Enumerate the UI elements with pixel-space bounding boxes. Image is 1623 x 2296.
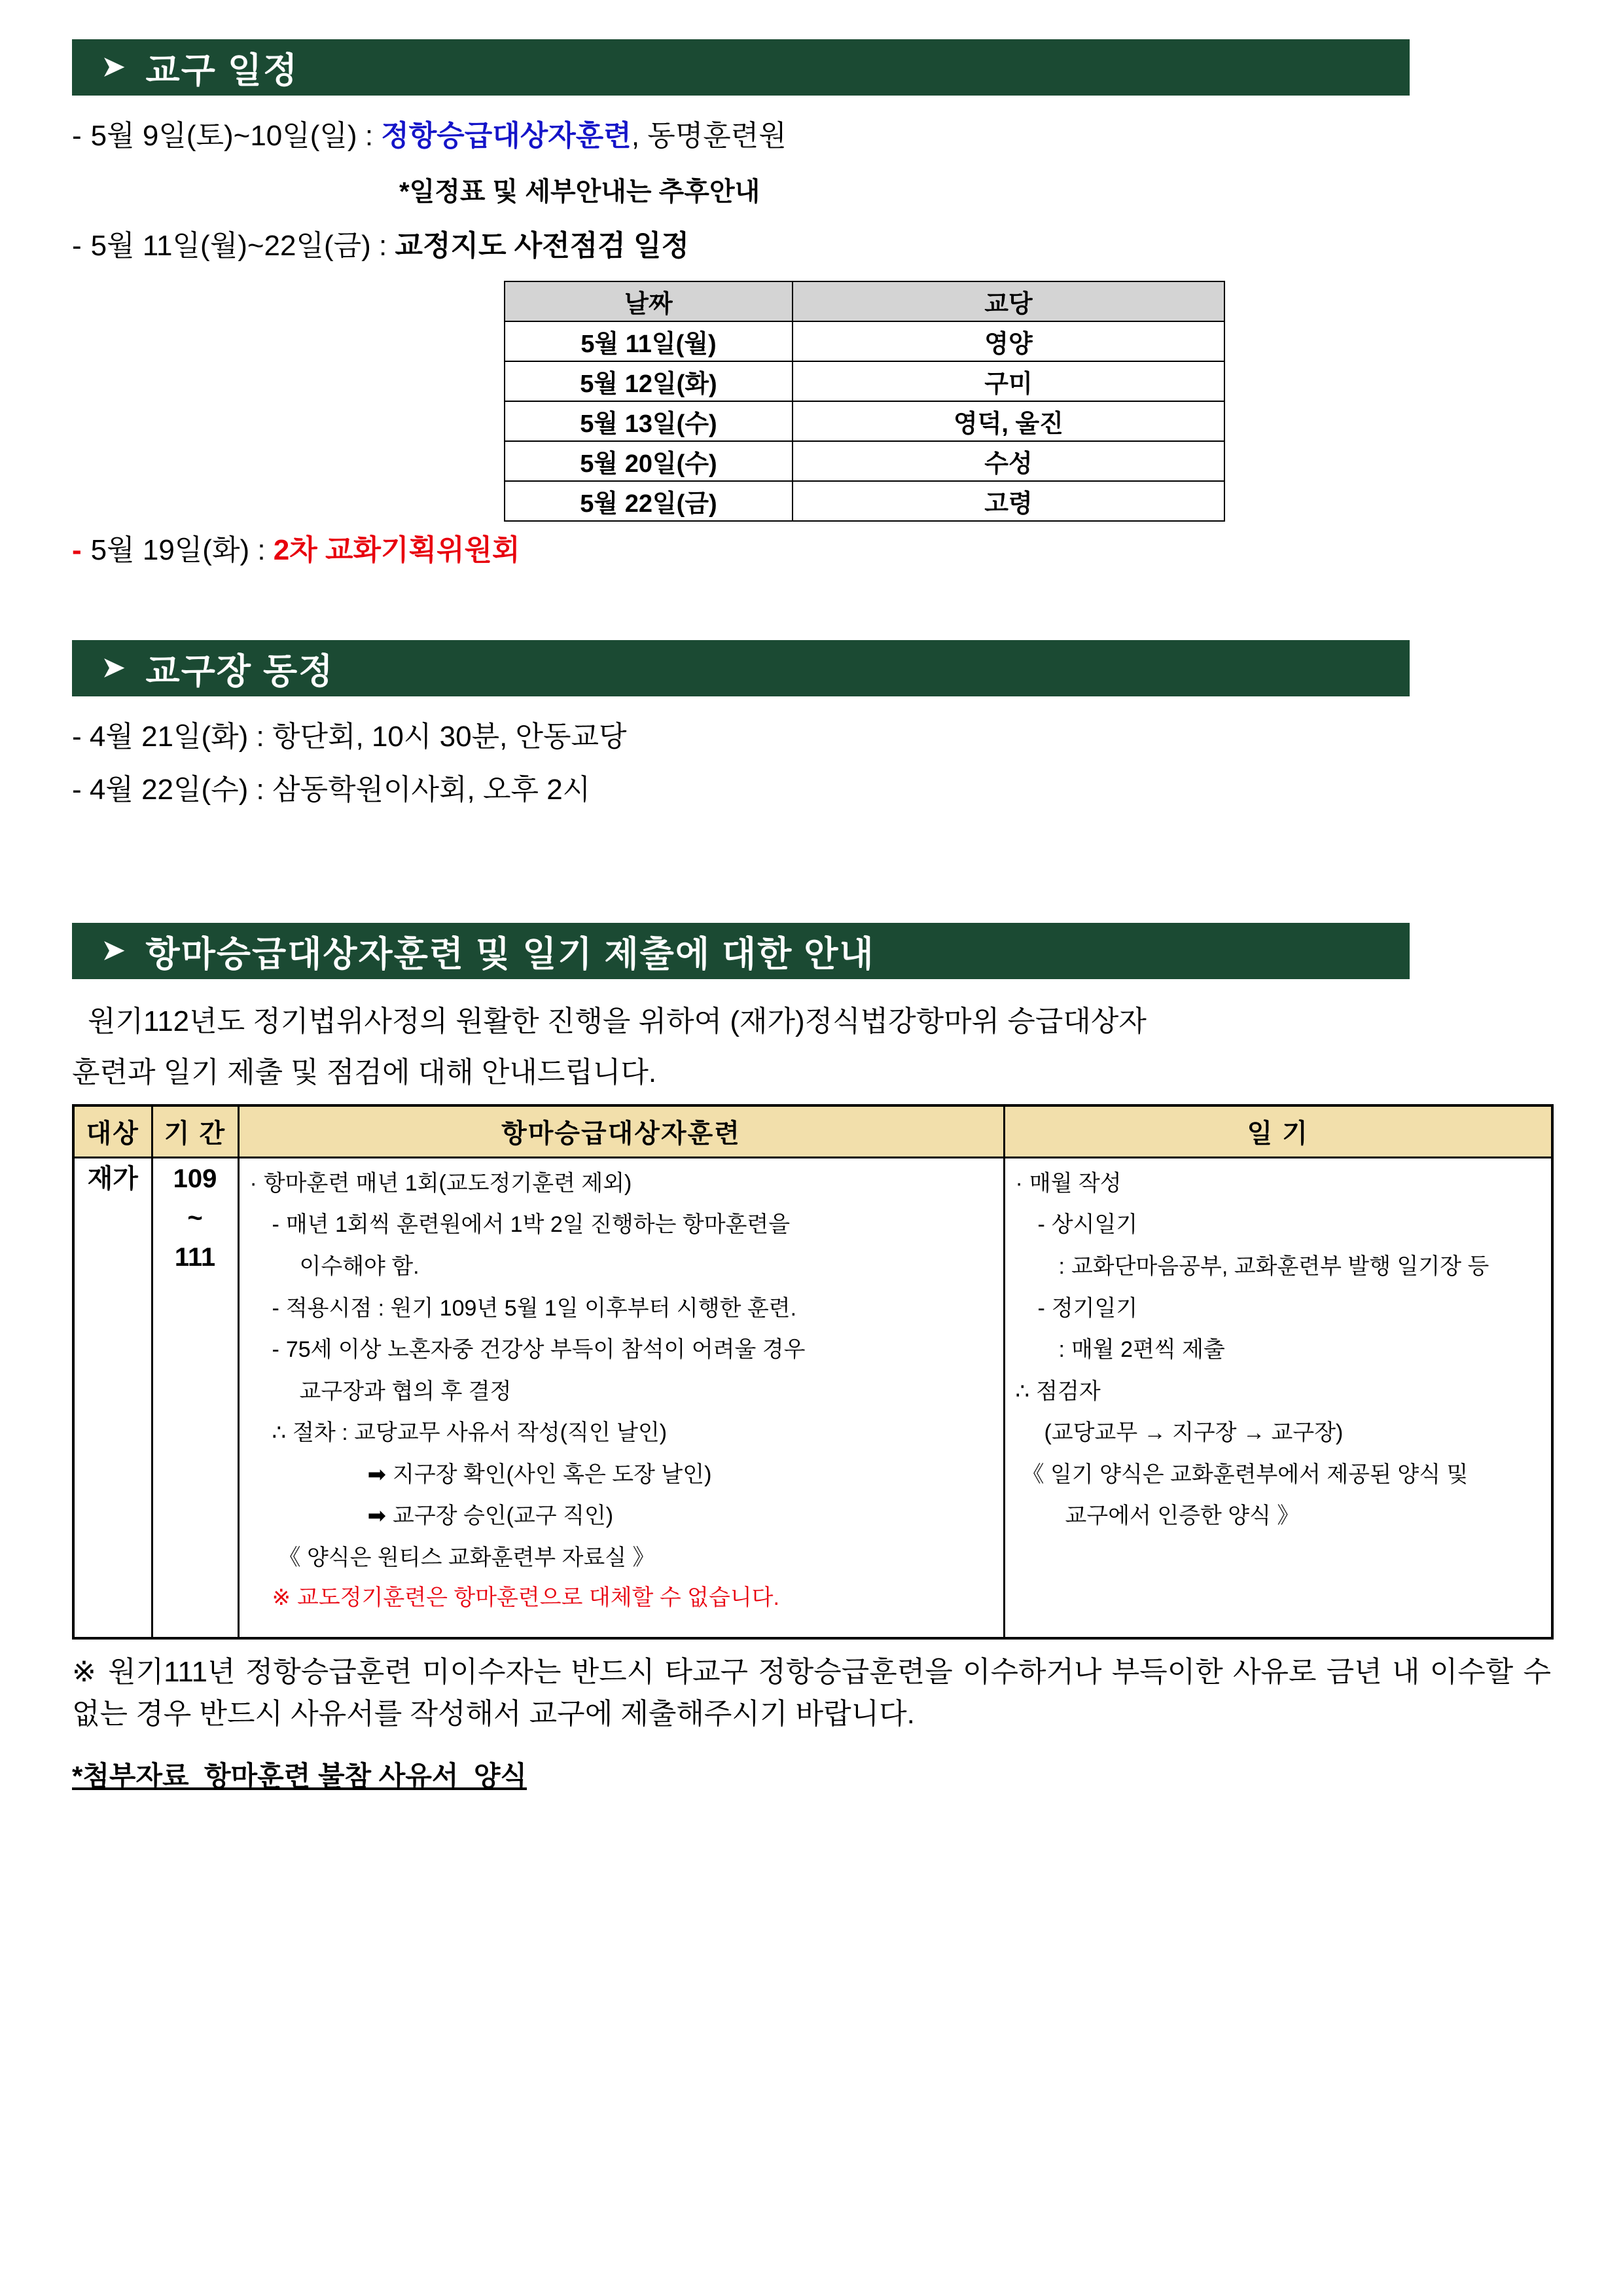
list-dash: - bbox=[72, 120, 82, 152]
column-header-date: 날짜 bbox=[505, 281, 793, 321]
training-footer-note: ※ 원기111년 정항승급훈련 미이수자는 반드시 타교구 정항승급훈련을 이수하거나 부득이한 사유로 금년 내 이수할 수 없는 경우 반드시 사유서를 작성해서 교구에 제출해주시기 바랍니다. bbox=[72, 1655, 1551, 1730]
bullet-mark: · bbox=[1015, 1170, 1023, 1196]
schedule-item-1 bbox=[72, 118, 1551, 154]
training-line bbox=[250, 1169, 994, 1199]
section-title: 항마승급대상자훈련 및 일기 제출에 대한 안내 bbox=[145, 934, 875, 974]
section-header-district-schedule bbox=[72, 39, 1410, 96]
cell-date: 5월 13일(수) bbox=[505, 401, 793, 441]
therefore-mark: ∴ bbox=[272, 1420, 287, 1446]
diary-line-text: 매월 작성 bbox=[1029, 1170, 1122, 1196]
director-activity-item-1: - 4월 21일(화) : 항단회, 10시 30분, 안동교당 bbox=[72, 721, 627, 753]
diary-line bbox=[1016, 1210, 1543, 1240]
diary-line-text: 매월 2편씩 제출 bbox=[1071, 1337, 1225, 1363]
schedule-item-1-suffix: , 동명훈련원 bbox=[631, 120, 787, 152]
training-line-text: 교구장과 협의 후 결정 bbox=[299, 1378, 512, 1404]
table-row bbox=[505, 441, 1224, 481]
cell-training-content bbox=[238, 1157, 1004, 1638]
therefore-mark: ∴ bbox=[1015, 1378, 1030, 1404]
schedule-item-red-prefix: 5월 19일(화) : bbox=[90, 534, 274, 566]
diary-line-text: (교당교무 → 지구장 → 교구장) bbox=[1044, 1420, 1344, 1446]
cell-date: 5월 11일(월) bbox=[505, 321, 793, 361]
training-line bbox=[250, 1335, 994, 1365]
spacer bbox=[72, 825, 1551, 923]
bullet-mark: - bbox=[272, 1212, 279, 1238]
table-row bbox=[505, 481, 1224, 521]
note-bullet-icon: ➤ bbox=[101, 650, 126, 684]
training-line bbox=[250, 1294, 994, 1324]
arrow-right-icon: ➡ bbox=[367, 1503, 386, 1529]
note-bullet-icon: ➤ bbox=[101, 933, 126, 967]
diary-line-text: 정기일기 bbox=[1051, 1295, 1138, 1321]
diary-line-text: 점검자 bbox=[1036, 1378, 1101, 1404]
cell-date: 5월 20일(수) bbox=[505, 441, 793, 481]
training-diary-table bbox=[72, 1104, 1554, 1640]
cell-temple: 고령 bbox=[793, 481, 1224, 521]
schedule-item-2-prefix: 5월 11일(월)~22일(금) : bbox=[90, 230, 395, 262]
cell-date: 5월 22일(금) bbox=[505, 481, 793, 521]
training-line-text: 지구장 확인(사인 혹은 도장 날인) bbox=[393, 1462, 712, 1487]
training-line-text: 이수해야 함. bbox=[299, 1254, 419, 1280]
cell-temple: 영양 bbox=[793, 321, 1224, 361]
diary-line bbox=[1016, 1377, 1543, 1407]
bullet-mark: - bbox=[1037, 1295, 1045, 1321]
column-header-temple: 교당 bbox=[793, 281, 1224, 321]
schedule-item-red-highlight: 2차 교화기획위원회 bbox=[273, 534, 520, 566]
spacer bbox=[72, 585, 1551, 640]
colon-mark: : bbox=[1058, 1337, 1065, 1363]
training-intro-line-1: 원기112년도 정기법위사정의 원활한 진행을 위하여 (재가)정식법강항마위 승급대상자 bbox=[88, 1005, 1147, 1037]
section-header-director-activity bbox=[72, 640, 1410, 696]
training-line-text: 75세 이상 노혼자중 건강상 부득이 참석이 어려울 경우 bbox=[285, 1337, 806, 1363]
list-dash-red: - bbox=[72, 534, 82, 566]
schedule-sub-note: *일정표 및 세부안내는 추후안내 bbox=[399, 177, 760, 206]
diary-line bbox=[1016, 1501, 1543, 1532]
schedule-item-2-suffix: 교정지도 사전점검 일정 bbox=[395, 230, 689, 262]
column-header-training: 항마승급대상자훈련 bbox=[238, 1105, 1004, 1158]
table-row bbox=[505, 401, 1224, 441]
training-line bbox=[250, 1543, 994, 1573]
training-warning-line bbox=[250, 1583, 994, 1613]
column-header-period: 기 간 bbox=[152, 1105, 238, 1158]
training-line-text: 매년 1회씩 훈련원에서 1박 2일 진행하는 항마훈련을 bbox=[285, 1212, 791, 1238]
training-intro-line-2: 훈련과 일기 제출 및 점검에 대해 안내드립니다. bbox=[72, 1056, 657, 1089]
bullet-mark: - bbox=[272, 1295, 279, 1321]
diary-line-text: 상시일기 bbox=[1051, 1212, 1138, 1238]
note-bullet-icon: ➤ bbox=[101, 49, 126, 83]
training-line bbox=[250, 1252, 994, 1282]
training-line-text: 교구장 승인(교구 직인) bbox=[393, 1503, 614, 1529]
diary-line bbox=[1016, 1418, 1543, 1448]
attachment-note: *첨부자료_항마훈련 불참 사유서_양식 bbox=[72, 1760, 527, 1791]
training-line-text: 항마훈련 매년 1회(교도정기훈련 제외) bbox=[263, 1170, 632, 1196]
period-start: 109 bbox=[173, 1164, 217, 1193]
training-line bbox=[250, 1210, 994, 1240]
cell-date: 5월 12일(화) bbox=[505, 361, 793, 401]
inspection-schedule-table bbox=[504, 281, 1225, 522]
cell-temple: 영덕, 울진 bbox=[793, 401, 1224, 441]
bullet-mark: - bbox=[272, 1337, 279, 1363]
schedule-item-red bbox=[72, 532, 1551, 568]
cell-target: 재가 bbox=[73, 1157, 152, 1638]
reference-mark-icon: ※ bbox=[272, 1585, 291, 1611]
training-warning-text: 교도정기훈련은 항마훈련으로 대체할 수 없습니다. bbox=[297, 1585, 779, 1611]
period-tilde: ~ bbox=[187, 1203, 203, 1232]
cell-period bbox=[152, 1157, 238, 1638]
training-line bbox=[250, 1460, 994, 1490]
diary-line bbox=[1016, 1252, 1543, 1282]
cell-temple: 구미 bbox=[793, 361, 1224, 401]
list-dash: - bbox=[72, 230, 82, 262]
training-line-text: 《 양식은 원티스 교화훈련부 자료실 》 bbox=[278, 1545, 655, 1570]
table-row bbox=[505, 361, 1224, 401]
training-line-text: 적용시점 : 원기 109년 5월 1일 이후부터 시행한 훈련. bbox=[285, 1295, 797, 1321]
column-header-target: 대상 bbox=[73, 1105, 152, 1158]
bullet-mark: · bbox=[249, 1170, 257, 1196]
schedule-item-1-highlight: 정항승급대상자훈련 bbox=[381, 120, 632, 152]
table-row bbox=[73, 1157, 1552, 1638]
diary-line bbox=[1016, 1335, 1543, 1365]
section-title: 교구 일정 bbox=[145, 50, 299, 90]
inspection-table-wrapper bbox=[72, 281, 1551, 522]
schedule-item-1-prefix: 5월 9일(토)~10일(일) : bbox=[90, 120, 382, 152]
diary-line-text: 《 일기 양식은 교화훈련부에서 제공된 양식 및 bbox=[1022, 1462, 1469, 1487]
arrow-right-icon: ➡ bbox=[367, 1462, 386, 1487]
table-header-row bbox=[73, 1105, 1552, 1158]
section-title: 교구장 동정 bbox=[145, 651, 334, 691]
table-row bbox=[505, 321, 1224, 361]
training-line-text: 절차 : 교당교무 사유서 작성(직인 날인) bbox=[293, 1420, 668, 1446]
schedule-item-2 bbox=[72, 228, 1551, 264]
column-header-diary: 일 기 bbox=[1004, 1105, 1552, 1158]
diary-line bbox=[1016, 1169, 1543, 1199]
diary-line bbox=[1016, 1294, 1543, 1324]
section-header-training-guide bbox=[72, 923, 1410, 979]
training-line bbox=[250, 1501, 994, 1532]
cell-diary-content bbox=[1004, 1157, 1552, 1638]
training-line bbox=[250, 1377, 994, 1407]
diary-line-text: 교화단마음공부, 교화훈련부 발행 일기장 등 bbox=[1071, 1254, 1489, 1280]
table-header-row bbox=[505, 281, 1224, 321]
period-end: 111 bbox=[174, 1242, 216, 1272]
training-line bbox=[250, 1418, 994, 1448]
cell-temple: 수성 bbox=[793, 441, 1224, 481]
diary-line-text: 교구에서 인증한 양식 》 bbox=[1065, 1503, 1300, 1529]
director-activity-item-2: - 4월 22일(수) : 삼동학원이사회, 오후 2시 bbox=[72, 774, 591, 806]
colon-mark: : bbox=[1058, 1254, 1065, 1280]
diary-line bbox=[1016, 1460, 1543, 1490]
bullet-mark: - bbox=[1037, 1212, 1045, 1238]
